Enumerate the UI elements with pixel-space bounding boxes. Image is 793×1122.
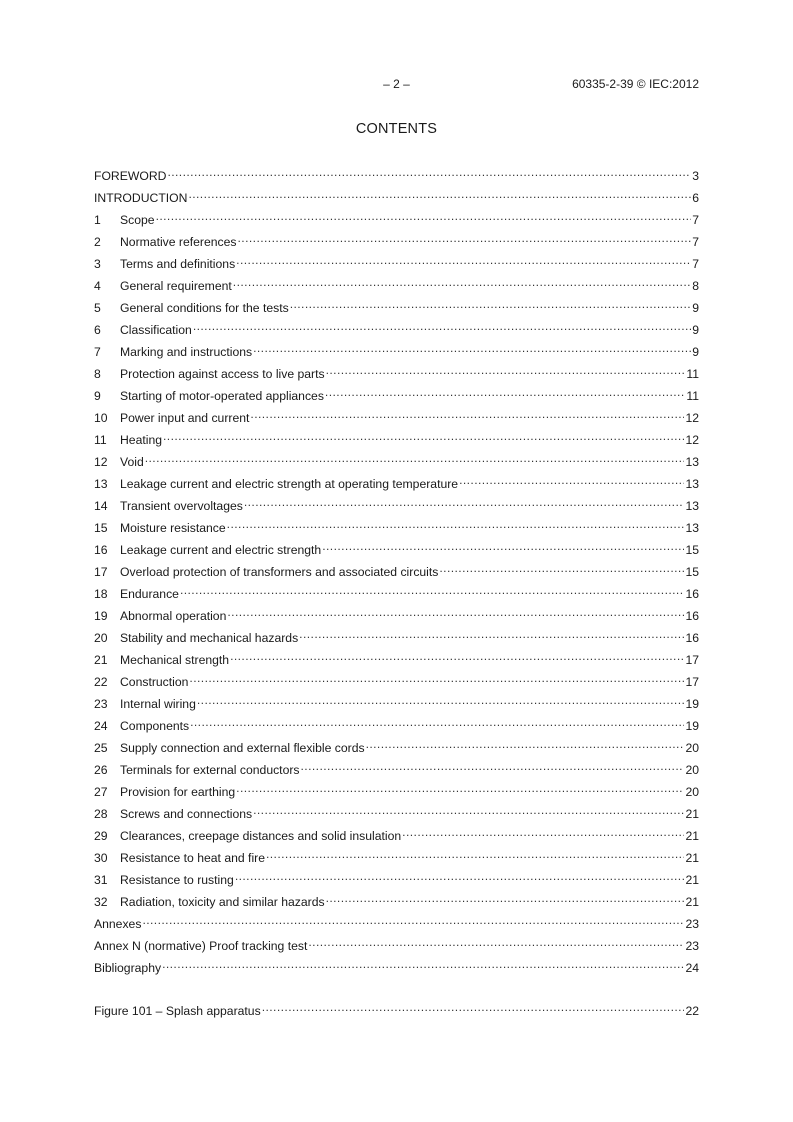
dot-leader — [142, 912, 684, 928]
toc-entry[interactable] — [94, 648, 699, 670]
dot-leader — [235, 868, 685, 884]
dot-leader — [299, 626, 684, 642]
toc-entry-number: 5 — [94, 301, 101, 315]
toc-entry[interactable] — [94, 736, 699, 758]
toc-entry-title: Resistance to rusting — [120, 873, 234, 887]
toc-entry[interactable] — [94, 230, 699, 252]
dot-leader — [290, 296, 692, 312]
dot-leader — [325, 384, 685, 400]
toc-entry-page: 16 — [685, 587, 699, 601]
toc-entry-title: Radiation, toxicity and similar hazards — [120, 895, 325, 909]
toc-entry-page: 11 — [686, 389, 699, 403]
dot-leader — [236, 252, 691, 268]
toc-entry-title: Leakage current and electric strength — [120, 543, 322, 557]
table-of-contents — [94, 164, 699, 978]
toc-entry-page: 13 — [685, 521, 699, 535]
toc-entry-number: 12 — [94, 455, 108, 469]
toc-entry-title: Protection against access to live parts — [120, 367, 325, 381]
toc-entry[interactable] — [94, 428, 699, 450]
toc-entry-page: 20 — [685, 741, 699, 755]
dot-leader — [156, 208, 692, 224]
toc-entry-title: Mechanical strength — [120, 653, 230, 667]
toc-entry-title: Scope — [120, 213, 155, 227]
toc-entry[interactable] — [94, 296, 699, 318]
toc-entry[interactable] — [94, 560, 699, 582]
toc-entry-title: Classification — [120, 323, 192, 337]
toc-entry-page: 15 — [685, 565, 699, 579]
dot-leader — [326, 362, 686, 378]
dot-leader — [266, 846, 684, 862]
toc-entry-page: 3 — [692, 169, 699, 183]
toc-entry-number: 24 — [94, 719, 108, 733]
toc-entry-number: 1 — [94, 213, 101, 227]
toc-entry[interactable] — [94, 494, 699, 516]
toc-entry-number: 4 — [94, 279, 101, 293]
toc-entry[interactable] — [94, 868, 699, 890]
toc-entry[interactable] — [94, 780, 699, 802]
toc-entry-page: 15 — [685, 543, 699, 557]
dot-leader — [227, 516, 685, 532]
dot-leader — [322, 538, 684, 554]
toc-entry-page: 13 — [685, 455, 699, 469]
toc-entry-title: Endurance — [120, 587, 179, 601]
dot-leader — [326, 890, 685, 906]
toc-entry-title: Annex N (normative) Proof tracking test — [94, 939, 308, 953]
toc-entry-title: General conditions for the tests — [120, 301, 289, 315]
toc-entry-title: Annexes — [94, 917, 142, 931]
toc-entry-page: 19 — [685, 697, 699, 711]
dot-leader — [439, 560, 684, 576]
toc-entry-title: Transient overvoltages — [120, 499, 243, 513]
toc-entry[interactable] — [94, 472, 699, 494]
toc-entry[interactable] — [94, 758, 699, 780]
toc-entry[interactable] — [94, 890, 699, 912]
toc-entry[interactable] — [94, 516, 699, 538]
toc-entry[interactable] — [94, 626, 699, 648]
dot-leader — [250, 406, 684, 422]
toc-entry-number: 23 — [94, 697, 108, 711]
list-of-figures — [94, 999, 699, 1021]
toc-entry-page: 13 — [685, 477, 699, 491]
toc-entry-page: 23 — [685, 917, 699, 931]
toc-entry-page: 8 — [692, 279, 699, 293]
toc-entry-title: Stability and mechanical hazards — [120, 631, 299, 645]
toc-entry[interactable] — [94, 692, 699, 714]
toc-entry-number: 14 — [94, 499, 108, 513]
toc-entry-number: 15 — [94, 521, 108, 535]
toc-entry-number: 3 — [94, 257, 101, 271]
toc-entry-number: 19 — [94, 609, 108, 623]
toc-entry-title: Clearances, creepage distances and solid insulation — [120, 829, 402, 843]
toc-entry-page: 21 — [685, 829, 699, 843]
toc-entry-page: 19 — [685, 719, 699, 733]
toc-entry-number: 7 — [94, 345, 101, 359]
toc-entry-number: 28 — [94, 807, 108, 821]
toc-entry[interactable] — [94, 670, 699, 692]
toc-entry-page: 7 — [692, 235, 699, 249]
toc-entry-title: Marking and instructions — [120, 345, 253, 359]
toc-entry-title: Construction — [120, 675, 189, 689]
toc-entry-number: 18 — [94, 587, 108, 601]
toc-entry-number: 32 — [94, 895, 108, 909]
toc-entry-number: 13 — [94, 477, 108, 491]
toc-entry-page: 17 — [685, 675, 699, 689]
toc-entry-title: Leakage current and electric strength at operating temperature — [120, 477, 459, 491]
toc-entry-page: 12 — [685, 411, 699, 425]
toc-entry-page: 9 — [692, 345, 699, 359]
toc-entry[interactable] — [94, 318, 699, 340]
toc-entry[interactable] — [94, 186, 699, 208]
dot-leader — [230, 648, 684, 664]
toc-entry[interactable] — [94, 538, 699, 560]
dot-leader — [244, 494, 685, 510]
toc-entry-title: FOREWORD — [94, 169, 167, 183]
toc-entry-title: Abnormal operation — [120, 609, 227, 623]
toc-entry-title: INTRODUCTION — [94, 191, 188, 205]
page-header — [94, 77, 699, 93]
dot-leader — [145, 450, 685, 466]
toc-entry-title: Internal wiring — [120, 697, 196, 711]
toc-entry-title: Components — [120, 719, 190, 733]
toc-entry-title: Supply connection and external flexible cords — [120, 741, 365, 755]
toc-entry-page: 13 — [685, 499, 699, 513]
page-number: – 2 – — [383, 77, 410, 91]
toc-entry[interactable] — [94, 934, 699, 956]
dot-leader — [188, 186, 691, 202]
toc-entry-number: 17 — [94, 565, 108, 579]
toc-entry[interactable] — [94, 164, 699, 186]
toc-entry[interactable] — [94, 582, 699, 604]
toc-entry-page: 9 — [692, 323, 699, 337]
dot-leader — [253, 340, 691, 356]
dot-leader — [236, 780, 684, 796]
toc-entry[interactable] — [94, 362, 699, 384]
toc-entry-title: Bibliography — [94, 961, 162, 975]
toc-entry-number: 27 — [94, 785, 108, 799]
toc-entry-page: 22 — [685, 1004, 699, 1018]
dot-leader — [233, 274, 691, 290]
toc-entry-page: 21 — [685, 807, 699, 821]
dot-leader — [262, 999, 685, 1015]
dot-leader — [301, 758, 685, 774]
toc-entry-number: 10 — [94, 411, 108, 425]
toc-entry[interactable] — [94, 999, 699, 1021]
toc-entry-page: 17 — [685, 653, 699, 667]
toc-entry-title: Heating — [120, 433, 163, 447]
dot-leader — [253, 802, 684, 818]
toc-entry[interactable] — [94, 406, 699, 428]
toc-entry[interactable] — [94, 274, 699, 296]
dot-leader — [197, 692, 685, 708]
toc-entry[interactable] — [94, 714, 699, 736]
toc-entry-number: 16 — [94, 543, 108, 557]
toc-entry-number: 20 — [94, 631, 108, 645]
toc-entry[interactable] — [94, 802, 699, 824]
toc-entry-page: 20 — [685, 763, 699, 777]
toc-entry-number: 31 — [94, 873, 108, 887]
toc-entry-number: 26 — [94, 763, 108, 777]
toc-entry-title: Overload protection of transformers and associated circuits — [120, 565, 439, 579]
dot-leader — [238, 230, 692, 246]
toc-entry[interactable] — [94, 956, 699, 978]
toc-entry[interactable] — [94, 450, 699, 472]
toc-entry-title: Power input and current — [120, 411, 250, 425]
toc-entry-page: 6 — [692, 191, 699, 205]
toc-entry-page: 20 — [685, 785, 699, 799]
dot-leader — [162, 956, 684, 972]
toc-entry-number: 2 — [94, 235, 101, 249]
toc-entry-page: 16 — [685, 609, 699, 623]
toc-entry[interactable] — [94, 824, 699, 846]
toc-entry-number: 29 — [94, 829, 108, 843]
toc-entry-number: 11 — [94, 433, 107, 447]
standard-reference: 60335-2-39 © IEC:2012 — [572, 77, 699, 91]
toc-entry-page: 7 — [692, 257, 699, 271]
toc-entry-number: 9 — [94, 389, 101, 403]
toc-entry[interactable] — [94, 340, 699, 362]
toc-entry-number: 8 — [94, 367, 101, 381]
toc-entry-title: Normative references — [120, 235, 237, 249]
toc-entry-title: Starting of motor-operated appliances — [120, 389, 324, 403]
toc-entry-page: 12 — [685, 433, 699, 447]
toc-entry-number: 30 — [94, 851, 108, 865]
dot-leader — [308, 934, 684, 950]
dot-leader — [402, 824, 684, 840]
toc-entry-page: 21 — [685, 873, 699, 887]
toc-entry-title: Resistance to heat and fire — [120, 851, 265, 865]
toc-entry[interactable] — [94, 912, 699, 934]
toc-entry-number: 21 — [94, 653, 108, 667]
dot-leader — [180, 582, 684, 598]
toc-entry-title: Provision for earthing — [120, 785, 236, 799]
page-title: CONTENTS — [355, 121, 438, 137]
toc-entry-title: Terminals for external conductors — [120, 763, 300, 777]
toc-entry-page: 7 — [692, 213, 699, 227]
toc-entry-title: Figure 101 – Splash apparatus — [94, 1004, 261, 1018]
toc-entry-title: Void — [120, 455, 144, 469]
dot-leader — [167, 164, 691, 180]
toc-entry-title: Screws and connections — [120, 807, 253, 821]
toc-entry[interactable] — [94, 252, 699, 274]
toc-entry-page: 9 — [692, 301, 699, 315]
toc-entry-number: 6 — [94, 323, 101, 337]
toc-entry[interactable] — [94, 384, 699, 406]
dot-leader — [227, 604, 684, 620]
toc-entry-page: 23 — [685, 939, 699, 953]
toc-entry-page: 21 — [685, 851, 699, 865]
toc-entry[interactable] — [94, 846, 699, 868]
toc-entry-page: 11 — [686, 367, 699, 381]
toc-entry-title: Moisture resistance — [120, 521, 226, 535]
toc-entry[interactable] — [94, 604, 699, 626]
dot-leader — [459, 472, 684, 488]
dot-leader — [366, 736, 685, 752]
dot-leader — [190, 714, 684, 730]
toc-entry-page: 21 — [685, 895, 699, 909]
toc-entry-number: 25 — [94, 741, 108, 755]
toc-entry[interactable] — [94, 208, 699, 230]
toc-entry-number: 22 — [94, 675, 108, 689]
toc-entry-page: 16 — [685, 631, 699, 645]
dot-leader — [193, 318, 691, 334]
dot-leader — [163, 428, 684, 444]
dot-leader — [189, 670, 684, 686]
toc-entry-title: Terms and definitions — [120, 257, 236, 271]
toc-entry-title: General requirement — [120, 279, 232, 293]
toc-entry-page: 24 — [685, 961, 699, 975]
